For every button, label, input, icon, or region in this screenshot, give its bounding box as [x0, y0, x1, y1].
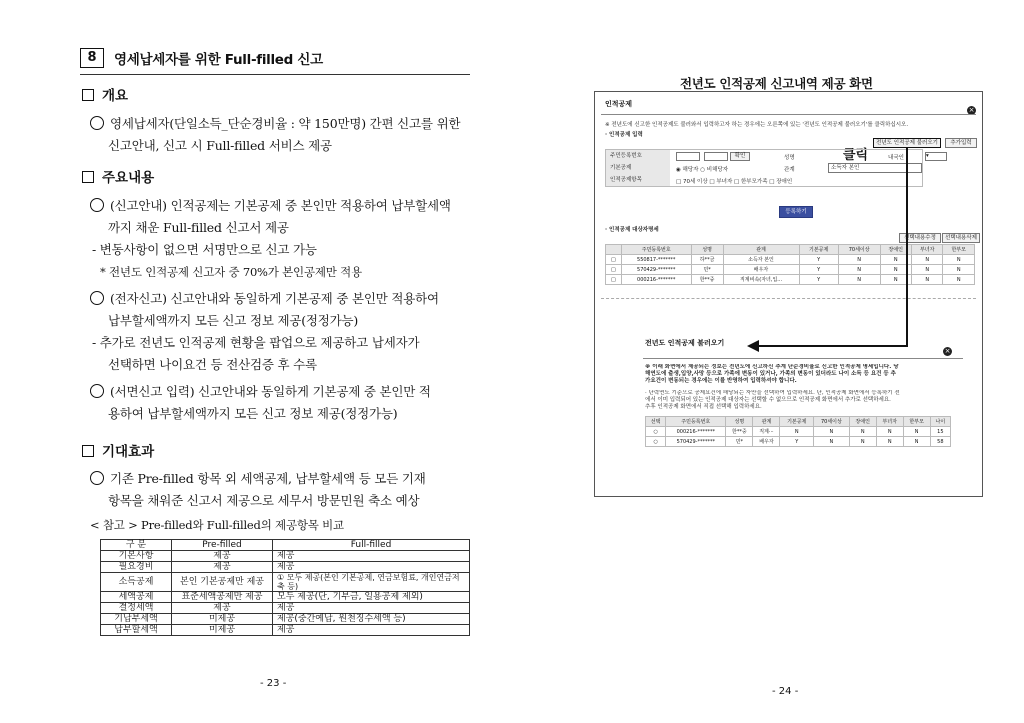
circle-bullet-icon — [90, 471, 104, 485]
table-row[interactable]: □ 570429-******* 민* 배우자 Y N N N N — [606, 265, 975, 275]
pointer-arrow — [745, 146, 915, 356]
comparison-table — [100, 539, 470, 636]
load-previous-button[interactable]: 전년도 인적공제 불러오기 — [873, 138, 941, 148]
divider — [643, 358, 963, 359]
square-bullet-icon — [82, 89, 94, 101]
square-bullet-icon — [82, 171, 94, 183]
popup-notice: ※ 이래 화면에서 제공되는 정보는 전년도에 신고하신 추계 단순경비율로 신고한 인적공제 명세입니다. 당 해연도에 출생,입양,사망 등으로 가족에 변동이 있거나, 가족의 변동이 있더라도 나이 소득 등 요건 등 추 가요건이 변동되는 경우에는 이를 반영하여 입력하셔야 합니다. — [645, 364, 899, 384]
table-row: 결정세액 제공 제공 — [101, 603, 470, 614]
table-row: 필요경비 제공 제공 — [101, 562, 470, 573]
rrn-first-input[interactable] — [676, 152, 700, 161]
register-button[interactable]: 등록하기 — [779, 206, 813, 218]
list-section-label: · 인적공제 대상자명세 — [605, 227, 659, 233]
divider — [601, 114, 976, 115]
previous-deduction-table — [645, 416, 951, 447]
add-input-button[interactable]: 추가입력 — [945, 138, 977, 148]
click-label: 클릭 — [843, 148, 869, 163]
table-row[interactable]: □ 000216-******* 한**중 직계비속(자녀,입... Y N N N N — [606, 275, 975, 285]
section-title: 영세납세자를 위한 Full-filled 신고 — [114, 52, 323, 68]
popup-close-icon[interactable]: × — [944, 347, 951, 355]
table-row: 납부할세액 미제공 제공 — [101, 625, 470, 636]
circle-bullet-icon — [90, 384, 104, 398]
rrn-second-input[interactable] — [704, 152, 728, 161]
table-row: 소득공제 본인 기본공제만 제공 ① 모두 제공(본인 기본공제, 연금보험료, 개인연금저축 등) — [101, 573, 470, 592]
circle-bullet-icon — [90, 198, 104, 212]
section-number: 8 — [80, 48, 104, 68]
circle-bullet-icon — [90, 116, 104, 130]
basic-deduction-radio[interactable]: ◉ 해당자 ○ 비해당자 — [676, 167, 729, 173]
table-header-row: 선택 주민등록번호 성명 관계 기본공제 70세이상 장애인 부녀자 한부모 나이 — [646, 417, 951, 427]
table-row[interactable]: ○ 570429-******* 민* 배우자 Y N N N N 58 — [646, 437, 951, 447]
overview-paragraph: 영세납세자(단일소득_단순경비율 : 약 150만명) 간편 신고를 위한 신고안내, 신고 시 Full-filled 서비스 제공 — [90, 113, 480, 157]
page-number-right: - 24 - — [772, 686, 799, 697]
window-title: 인적공제 — [605, 100, 633, 108]
table-row[interactable]: □ 550817-******* 하**금 소득자 본인 Y N N N N — [606, 255, 975, 265]
input-section-label: · 인적공제 입력 — [605, 132, 643, 138]
main-content: (신고안내) 인적공제는 기본공제 중 본인만 적용하여 납부할세액 까지 채운 Full-filled 신고서 제공 - 변동사항이 없으면 서명만으로 신고 가능 * 전년도 인적공제 신고자 중 70%가 본인공제만 적용 (전자신고) 신고안내와 동일하게 기본공제 중 본인만 적용하여 납부할세액까지 모든 신고 정보 제공(정정가능) - 추가로 전년도 인적공제 현황을 팝업으로 제공하고 납세자가 선택하면 나이요건 등 전산검증 후 수록 (서면신고 입력) 신고안내와 동일하게 기본공제 중 본인만 적 용하여 납부할세액까지 모든 신고 정보 제공(정정가능) — [92, 198, 451, 421]
notice-text: ※ 전년도에 신고한 인적공제도 불러와서 입력하고자 하는 경우에는 오른쪽에 있는 '전년도 인적공제 불러오기'를 클릭하십시오. — [605, 122, 909, 128]
edit-selected-button[interactable]: 선택내용수정 — [899, 233, 941, 243]
popup-description: · 단력연도 기준으로 공제요건에 해당되는 자만을 선택하여 입력하세요. 단, 인적공제 화면에서 등록하기 전 에서 이미 입력되어 있는 인적공제 대상자는 선택할 수 없으므로 인적공제 화면에서 추가로 선택하세요. 추후 인적공제 화면에서 직접 선택해 입력하세요. — [645, 390, 900, 410]
effect-paragraph: 기존 Pre-filled 항목 외 세액공제, 납부할세액 등 모든 기재 항목을 채워준 신고서 제공으로 세무서 방문민원 축소 예상 < 참고 > Pre-filled와 Full-filled의 제공항목 비교 — [90, 471, 426, 532]
verify-button[interactable]: 확인 — [730, 152, 750, 161]
delete-selected-button[interactable]: 선택내용삭제 — [942, 233, 980, 243]
deduction-item-checkboxes[interactable]: □ 70세 이상 □ 부녀자 □ 한부모가족 □ 장애인 — [676, 179, 793, 185]
overview-heading: 개요 — [82, 84, 128, 104]
page-number-left: - 23 - — [260, 678, 287, 689]
effect-heading: 기대효과 — [82, 440, 154, 460]
table-row: 기납부세액 미제공 제공(중간예납, 원천징수세액 등) — [101, 614, 470, 625]
main-heading: 주요내용 — [82, 166, 154, 186]
section-rule — [80, 74, 470, 75]
table-row: 세액공제 표준세액공제만 제공 모두 제공(단, 기부금, 일용공제 제외) — [101, 592, 470, 603]
table-header-row: 주민등록번호 성명 관계 기본공제 70세이상 장애인 부녀자 한부모 — [606, 245, 975, 255]
square-bullet-icon — [82, 445, 94, 457]
close-icon[interactable]: × — [968, 106, 975, 114]
section-header — [80, 46, 470, 72]
figure-title: 전년도 인적공제 신고내역 제공 화면 — [678, 74, 875, 94]
relation-select[interactable]: 소득자 본인 — [828, 163, 922, 173]
input-form: 주민등록번호 확인 성명 내국인 기본공제 ◉ 해당자 ○ 비해당자 관계 소득자 본인 인적공제항목 □ 70세 이상 □ 부녀자 □ 한부모가족 □ 장애인 — [605, 149, 923, 187]
nationality-select[interactable]: ▾ — [925, 152, 947, 161]
table-row: 기본사항 제공 제공 — [101, 551, 470, 562]
table-header-row: 구 분 Pre-filled Full-filled — [101, 540, 470, 551]
screenshot-panel — [594, 91, 983, 497]
table-row[interactable]: ○ 000216-******* 한**중 직계··· N N N N N 15 — [646, 427, 951, 437]
circle-bullet-icon — [90, 291, 104, 305]
popup-title: 전년도 인적공제 불러오기 — [645, 339, 725, 347]
